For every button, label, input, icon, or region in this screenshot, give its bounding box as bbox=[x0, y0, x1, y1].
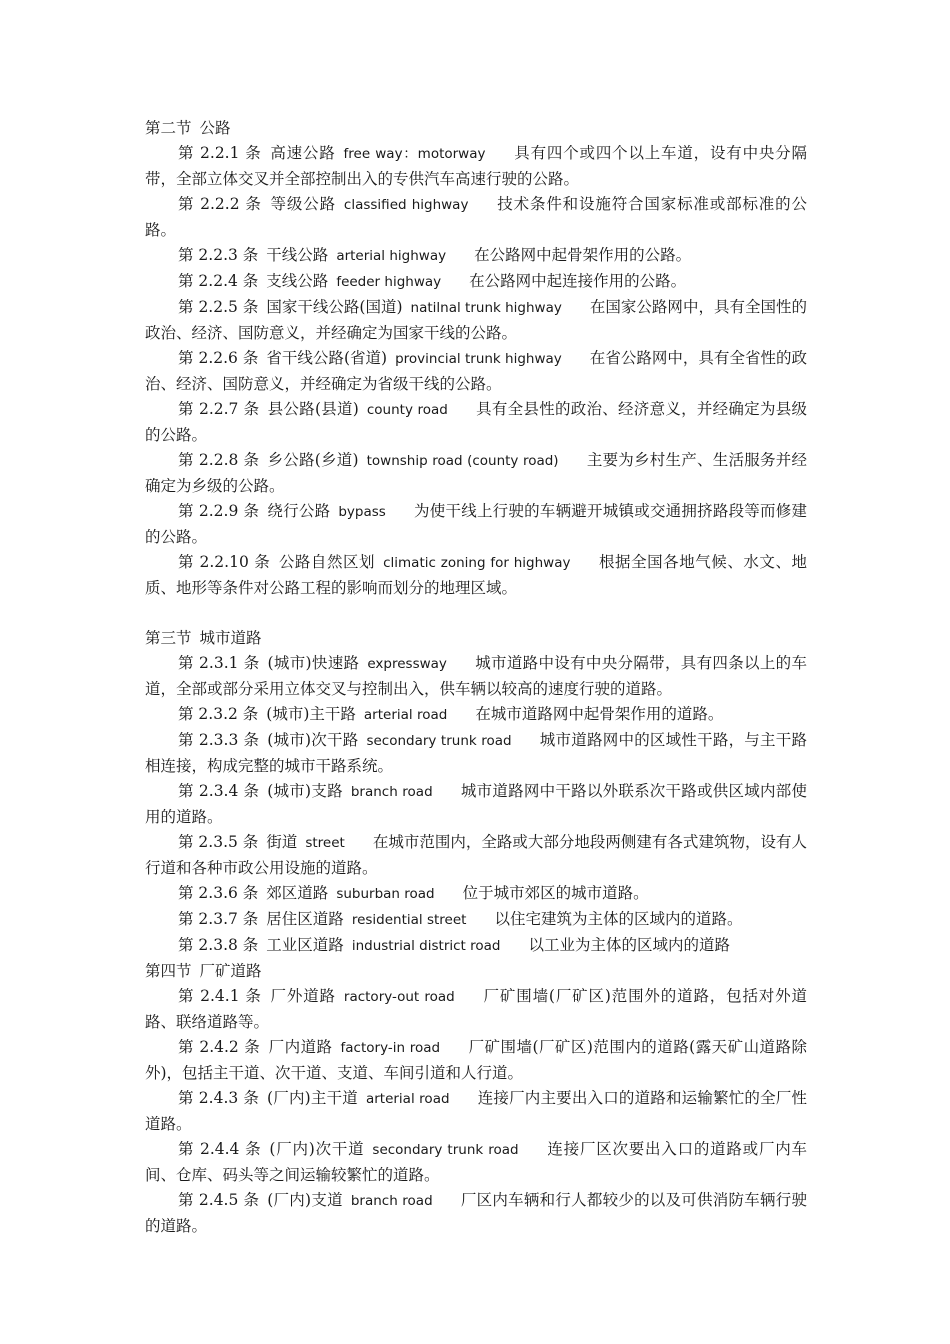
article-number: 第 2.4.4 条 bbox=[178, 1140, 262, 1158]
article-number: 第 2.2.8 条 bbox=[178, 451, 260, 469]
term-definition: 根据全国各地气候、水文、地质、地形等条件对公路工程的影响而划分的地理区域。 bbox=[145, 553, 807, 597]
article-entry bbox=[145, 907, 807, 933]
term-definition: 在国家公路网中，具有全国性的政治、经济、国防意义，并经确定为国家干线的公路。 bbox=[145, 298, 808, 342]
article-entry bbox=[145, 295, 807, 346]
article-entry bbox=[145, 984, 807, 1035]
term-english: secondary trunk road bbox=[366, 733, 512, 749]
article-entry bbox=[145, 499, 807, 550]
section-title: 厂矿道路 bbox=[199, 962, 262, 980]
section-number: 第三节 bbox=[145, 629, 192, 647]
article-entry bbox=[145, 192, 807, 243]
term-chinese: 乡公路(乡道) bbox=[267, 451, 359, 469]
article-number: 第 2.3.4 条 bbox=[178, 782, 260, 800]
term-english: branch road bbox=[350, 784, 433, 800]
article-entry bbox=[145, 728, 807, 779]
term-chinese: 居住区道路 bbox=[266, 910, 344, 928]
term-chinese: (城市)快速路 bbox=[267, 654, 360, 672]
term-definition: 在公路网中起骨架作用的公路。 bbox=[474, 246, 692, 264]
term-english: natilnal trunk highway bbox=[410, 300, 562, 316]
term-definition: 在公路网中起连接作用的公路。 bbox=[469, 272, 687, 290]
term-definition: 连接厂区次要出入口的道路或厂内车间、仓库、码头等之间运输较繁忙的道路。 bbox=[145, 1140, 807, 1184]
article-number: 第 2.2.2 条 bbox=[178, 195, 262, 213]
article-entry bbox=[145, 448, 807, 499]
article-number: 第 2.3.2 条 bbox=[178, 705, 259, 723]
section-title: 城市道路 bbox=[199, 629, 262, 647]
term-definition: 厂矿围墙(厂矿区)范围内的道路(露天矿山道路除外)，包括主干道、次干道、支道、车间引道和人行道。 bbox=[145, 1038, 807, 1082]
article-entry bbox=[145, 243, 807, 269]
term-definition: 在城市道路网中起骨架作用的道路。 bbox=[475, 705, 724, 723]
term-definition: 具有全县性的政治、经济意义，并经确定为县级的公路。 bbox=[145, 400, 807, 444]
term-english: secondary trunk road bbox=[372, 1142, 519, 1158]
article-number: 第 2.4.1 条 bbox=[178, 987, 262, 1005]
article-entry bbox=[145, 346, 807, 397]
term-chinese: 高速公路 bbox=[269, 144, 336, 162]
section-number: 第二节 bbox=[145, 119, 192, 137]
article-entry bbox=[145, 933, 807, 959]
term-english: suburban road bbox=[336, 886, 435, 902]
term-definition: 主要为乡村生产、生活服务并经确定为乡级的公路。 bbox=[145, 451, 807, 495]
term-chinese: 郊区道路 bbox=[266, 884, 329, 902]
article-entry bbox=[145, 397, 807, 448]
article-entry bbox=[145, 269, 807, 295]
section-heading bbox=[145, 626, 807, 651]
term-definition: 技术条件和设施符合国家标准或部标准的公路。 bbox=[145, 195, 807, 239]
term-definition: 为使干线上行驶的车辆避开城镇或交通拥挤路段等而修建的公路。 bbox=[145, 502, 807, 546]
term-english: arterial road bbox=[363, 707, 448, 723]
section-heading bbox=[145, 116, 807, 141]
article-number: 第 2.3.7 条 bbox=[178, 910, 259, 928]
article-number: 第 2.2.9 条 bbox=[178, 502, 260, 520]
article-entry bbox=[145, 779, 807, 830]
term-definition: 城市道路网中干路以外联系次干路或供区域内部使用的道路。 bbox=[145, 782, 807, 826]
article-number: 第 2.3.8 条 bbox=[178, 936, 259, 954]
article-entry bbox=[145, 1086, 807, 1137]
term-chinese: (厂内)支道 bbox=[267, 1191, 343, 1209]
article-entry bbox=[145, 1137, 807, 1188]
article-number: 第 2.2.3 条 bbox=[178, 246, 259, 264]
term-chinese: 等级公路 bbox=[269, 195, 336, 213]
term-chinese: 绕行公路 bbox=[267, 502, 331, 520]
article-number: 第 2.2.7 条 bbox=[178, 400, 260, 418]
term-chinese: 县公路(县道) bbox=[267, 400, 359, 418]
term-definition: 在城市范围内，全路或大部分地段两侧建有各式建筑物，设有人行道和各种市政公用设施的道路。 bbox=[145, 833, 807, 877]
term-english: ractory-out road bbox=[343, 989, 455, 1005]
term-chinese: 街道 bbox=[266, 833, 298, 851]
article-entry bbox=[145, 141, 807, 192]
term-english: feeder highway bbox=[336, 274, 442, 290]
term-english: free way：motorway bbox=[343, 146, 486, 162]
term-english: arterial highway bbox=[336, 248, 447, 264]
term-definition: 在省公路网中，具有全省性的政治、经济、国防意义，并经确定为省级干线的公路。 bbox=[145, 349, 807, 393]
term-chinese: 工业区道路 bbox=[266, 936, 344, 954]
article-entry bbox=[145, 830, 807, 881]
term-chinese: 公路自然区划 bbox=[278, 553, 376, 571]
article-number: 第 2.2.5 条 bbox=[178, 298, 259, 316]
document-page bbox=[145, 116, 807, 1239]
term-english: classified highway bbox=[343, 197, 469, 213]
term-chinese: 国家干线公路(国道) bbox=[266, 298, 403, 316]
article-entry bbox=[145, 702, 807, 728]
article-number: 第 2.3.5 条 bbox=[178, 833, 259, 851]
article-entry bbox=[145, 651, 807, 702]
term-chinese: 厂内道路 bbox=[268, 1038, 333, 1056]
article-entry bbox=[145, 1035, 807, 1086]
term-chinese: 干线公路 bbox=[266, 246, 329, 264]
article-entry bbox=[145, 550, 807, 601]
term-chinese: (厂内)次干道 bbox=[269, 1140, 365, 1158]
term-definition: 连接厂内主要出入口的道路和运输繁忙的全厂性道路。 bbox=[145, 1089, 807, 1133]
section-number: 第四节 bbox=[145, 962, 192, 980]
article-entry bbox=[145, 881, 807, 907]
term-english: bypass bbox=[338, 504, 386, 520]
term-english: residential street bbox=[351, 912, 467, 928]
section-heading bbox=[145, 959, 807, 984]
article-number: 第 2.4.3 条 bbox=[178, 1089, 260, 1107]
article-number: 第 2.3.1 条 bbox=[178, 654, 260, 672]
article-entry bbox=[145, 1188, 807, 1239]
term-definition: 厂矿围墙(厂矿区)范围外的道路，包括对外道路、联络道路等。 bbox=[145, 987, 807, 1031]
term-english: expressway bbox=[367, 656, 447, 672]
term-english: street bbox=[305, 835, 345, 851]
term-english: factory-in road bbox=[340, 1040, 441, 1056]
article-number: 第 2.3.6 条 bbox=[178, 884, 259, 902]
term-definition: 城市道路网中的区域性干路，与主干路相连接，构成完整的城市干路系统。 bbox=[145, 731, 807, 775]
term-definition: 位于城市郊区的城市道路。 bbox=[462, 884, 649, 902]
term-chinese: 省干线公路(省道) bbox=[266, 349, 388, 367]
term-english: arterial road bbox=[365, 1091, 450, 1107]
term-chinese: 厂外道路 bbox=[269, 987, 336, 1005]
article-number: 第 2.3.3 条 bbox=[178, 731, 260, 749]
article-number: 第 2.2.10 条 bbox=[178, 553, 271, 571]
article-number: 第 2.2.1 条 bbox=[178, 144, 262, 162]
term-definition: 以工业为主体的区域内的道路 bbox=[528, 936, 731, 954]
term-english: township road (county road) bbox=[366, 453, 559, 469]
term-definition: 以住宅建筑为主体的区域内的道路。 bbox=[494, 910, 743, 928]
article-number: 第 2.2.6 条 bbox=[178, 349, 259, 367]
term-chinese: (城市)次干路 bbox=[267, 731, 359, 749]
term-definition: 具有四个或四个以上车道，设有中央分隔带，全部立体交叉并全部控制出入的专供汽车高速行驶的公路。 bbox=[145, 144, 807, 188]
article-number: 第 2.4.2 条 bbox=[178, 1038, 261, 1056]
term-english: climatic zoning for highway bbox=[383, 555, 571, 571]
term-chinese: (城市)主干路 bbox=[266, 705, 356, 723]
term-chinese: (城市)支路 bbox=[267, 782, 343, 800]
section-title: 公路 bbox=[199, 119, 231, 137]
term-chinese: (厂内)主干道 bbox=[267, 1089, 358, 1107]
article-number: 第 2.2.4 条 bbox=[178, 272, 259, 290]
article-number: 第 2.4.5 条 bbox=[178, 1191, 260, 1209]
term-english: county road bbox=[366, 402, 448, 418]
term-chinese: 支线公路 bbox=[266, 272, 329, 290]
section-spacer bbox=[145, 601, 807, 626]
term-definition: 厂区内车辆和行人都较少的以及可供消防车辆行驶的道路。 bbox=[145, 1191, 807, 1235]
term-english: industrial district road bbox=[351, 938, 501, 954]
term-english: provincial trunk highway bbox=[395, 351, 562, 367]
term-english: branch road bbox=[350, 1193, 433, 1209]
term-definition: 城市道路中设有中央分隔带，具有四条以上的车道，全部或部分采用立体交叉与控制出入，供车辆以较高的速度行驶的道路。 bbox=[145, 654, 807, 698]
